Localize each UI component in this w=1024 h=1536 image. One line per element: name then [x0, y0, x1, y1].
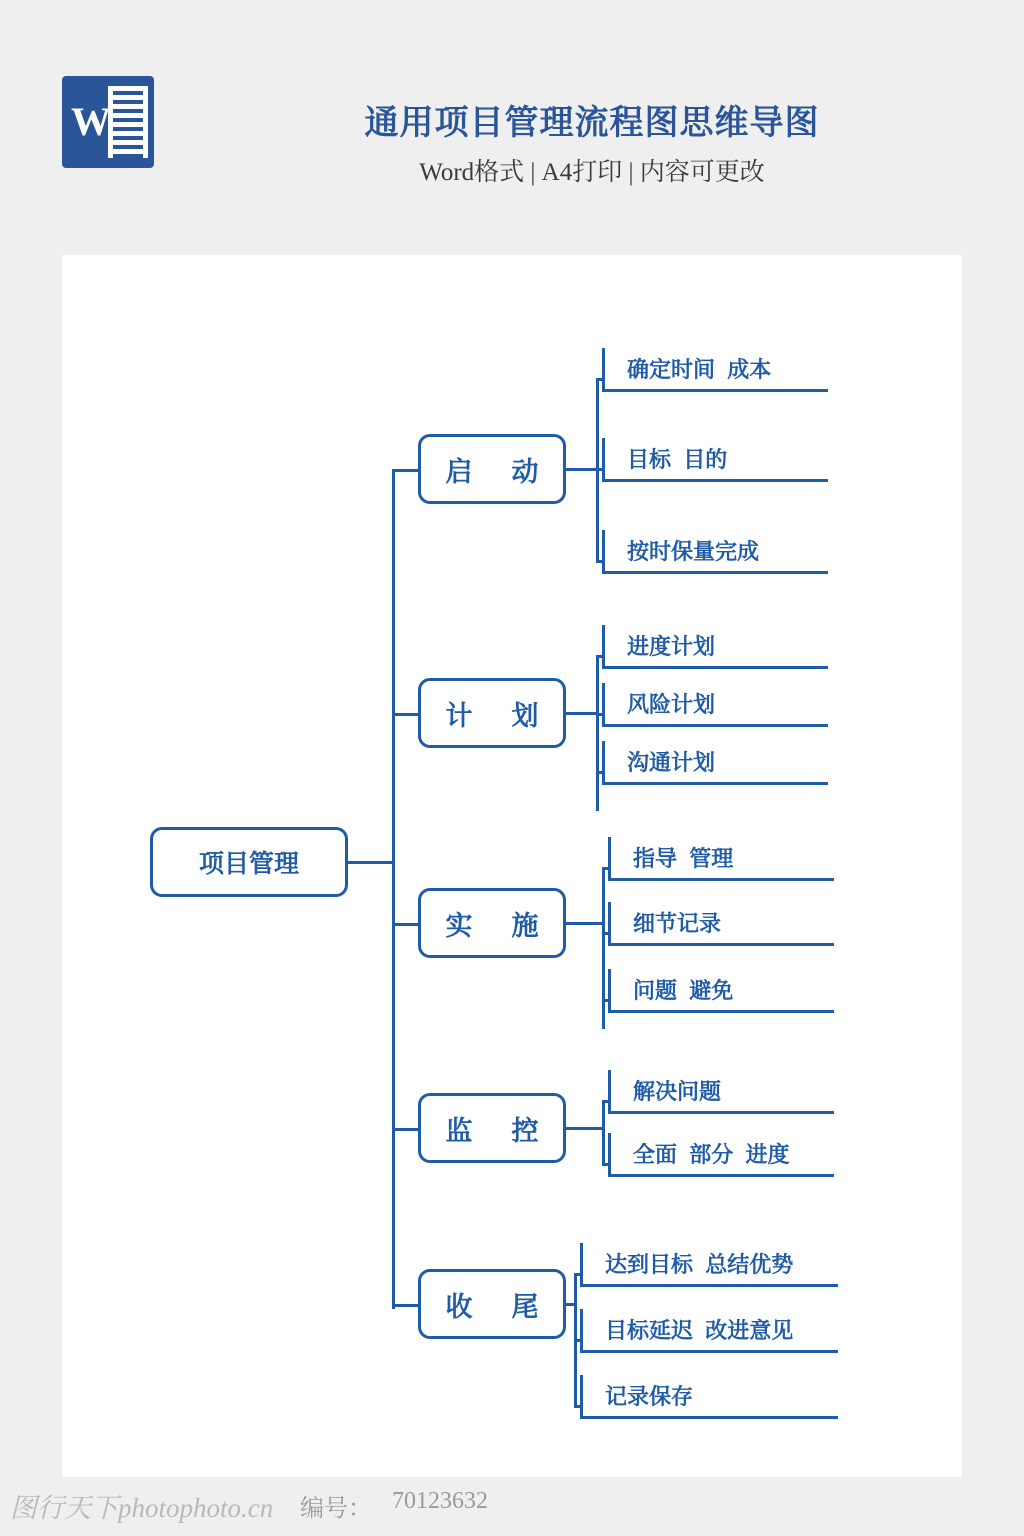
connector-root-to-spine	[348, 861, 394, 864]
connector-spine-to-branch-1	[392, 713, 420, 716]
diagram-leaf-3-0[interactable]: 解决问题	[608, 1070, 834, 1114]
diagram-branch-3[interactable]: 监 控	[418, 1093, 566, 1163]
connector-branch-3-spine	[602, 1100, 605, 1163]
diagram-leaf-0-1[interactable]: 目标 目的	[602, 438, 828, 482]
page-title: 通用项目管理流程图思维导图	[364, 104, 820, 142]
connector-branch-1-spine	[596, 655, 599, 811]
connector-spine	[392, 469, 395, 1309]
diagram-leaf-1-2[interactable]: 沟通计划	[602, 741, 828, 785]
word-icon-page	[108, 86, 148, 158]
connector-branch-0-out	[566, 468, 598, 471]
watermark-text: 图行天下photophoto.cn	[10, 1493, 274, 1523]
diagram-leaf-4-2[interactable]: 记录保存	[580, 1375, 838, 1419]
diagram-leaf-4-0[interactable]: 达到目标 总结优势	[580, 1243, 838, 1287]
diagram-leaf-1-0[interactable]: 进度计划	[602, 625, 828, 669]
diagram-leaf-0-2[interactable]: 按时保量完成	[602, 530, 828, 574]
watermark-code-value: 70123632	[392, 1488, 488, 1514]
page-footer	[0, 1476, 1024, 1536]
connector-spine-to-branch-4	[392, 1304, 420, 1307]
connector-spine-to-branch-3	[392, 1128, 420, 1131]
word-icon-letter: W	[71, 99, 111, 144]
word-document-icon	[62, 76, 154, 168]
connector-branch-1-out	[566, 712, 598, 715]
diagram-leaf-1-1[interactable]: 风险计划	[602, 683, 828, 727]
watermark-code-label: 编号：	[300, 1496, 372, 1522]
diagram-leaf-3-1[interactable]: 全面 部分 进度	[608, 1133, 834, 1177]
connector-branch-2-out	[566, 922, 604, 925]
diagram-branch-0[interactable]: 启 动	[418, 434, 566, 504]
diagram-leaf-0-0[interactable]: 确定时间 成本	[602, 348, 828, 392]
diagram-root-node[interactable]: 项目管理	[150, 827, 348, 897]
diagram-branch-1[interactable]: 计 划	[418, 678, 566, 748]
page-subtitle: Word格式 | A4打印 | 内容可更改	[419, 159, 765, 186]
connector-branch-2-spine	[602, 867, 605, 1029]
connector-spine-to-branch-2	[392, 923, 420, 926]
diagram-leaf-2-1[interactable]: 细节记录	[608, 902, 834, 946]
diagram-canvas	[62, 255, 962, 1477]
connector-branch-3-out	[566, 1127, 604, 1130]
diagram-leaf-2-2[interactable]: 问题 避免	[608, 969, 834, 1013]
diagram-branch-4[interactable]: 收 尾	[418, 1269, 566, 1339]
page-header	[0, 0, 1024, 232]
diagram-leaf-2-0[interactable]: 指导 管理	[608, 837, 834, 881]
diagram-leaf-4-1[interactable]: 目标延迟 改进意见	[580, 1309, 838, 1353]
diagram-branch-2[interactable]: 实 施	[418, 888, 566, 958]
connector-spine-to-branch-0	[392, 469, 420, 472]
